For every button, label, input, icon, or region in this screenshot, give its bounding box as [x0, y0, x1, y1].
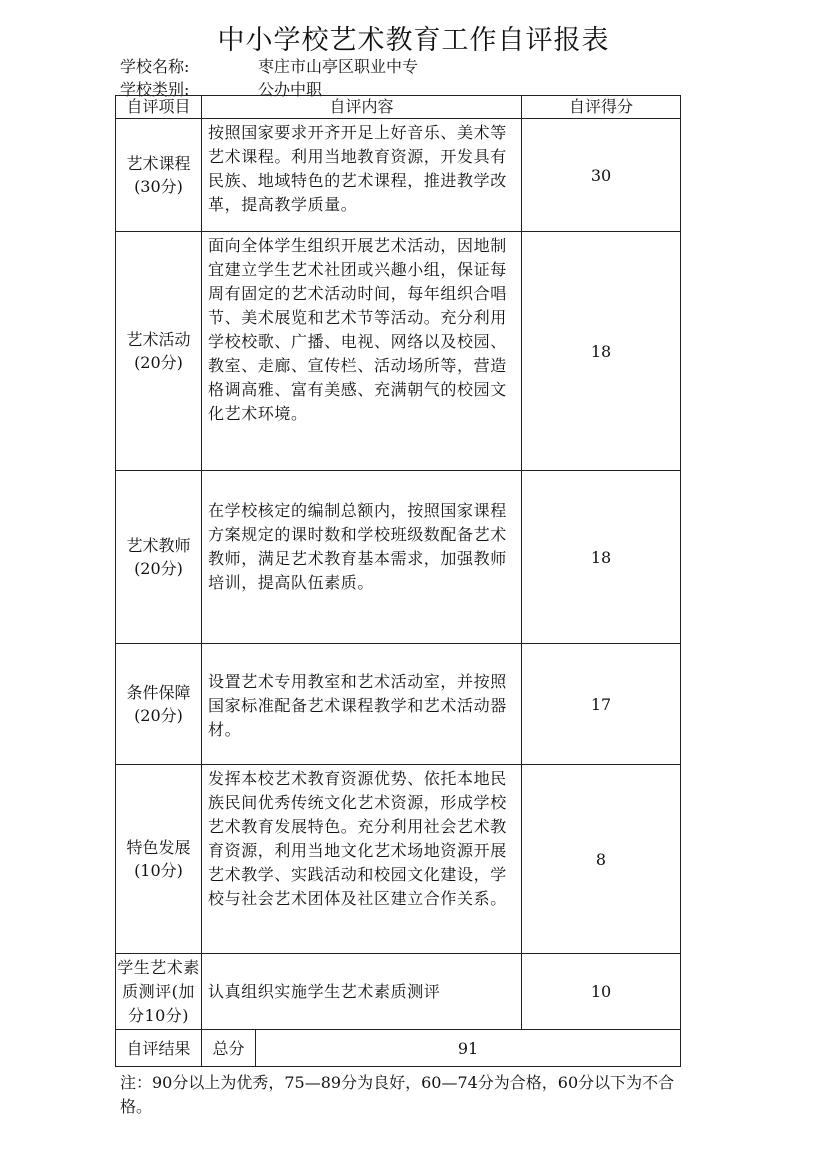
evaluation-table — [115, 95, 681, 1067]
row-item: 条件保障 (20分) — [116, 644, 202, 765]
table-row — [116, 954, 681, 1030]
footnote: 注：90分以上为优秀，75—89分为良好，60—74分为合格，60分以下为不合格。 — [120, 1073, 675, 1116]
table-header-row — [116, 96, 681, 119]
row-score: 8 — [522, 765, 681, 954]
school-type-label: 学校类别: — [120, 80, 190, 99]
result-label: 自评结果 — [116, 1030, 202, 1067]
row-content: 设置艺术专用教室和艺术活动室，并按照国家标准配备艺术课程教学和艺术活动器材。 — [202, 644, 522, 765]
row-item: 艺术教师 (20分) — [116, 471, 202, 644]
row-score: 17 — [522, 644, 681, 765]
row-item: 学生艺术素质测评(加分10分) — [116, 954, 202, 1030]
row-content: 面向全体学生组织开展艺术活动，因地制宜建立学生艺术社团或兴趣小组，保证每周有固定的艺术活动时间，每年组织合唱节、美术展览和艺术节等活动。充分利用学校校歌、广播、电视、网络以及校园、教室、走廊、宣传栏、活动场所等，营造格调高雅、富有美感、充满朝气的校园文化艺术环境。 — [202, 232, 522, 471]
table-row — [116, 644, 681, 765]
row-content: 认真组织实施学生艺术素质测评 — [202, 954, 522, 1030]
table-row — [116, 765, 681, 954]
row-content: 在学校核定的编制总额内，按照国家课程方案规定的课时数和学校班级数配备艺术教师，满足艺术教育基本需求，加强教师培训，提高队伍素质。 — [202, 471, 522, 644]
header-item: 自评项目 — [116, 96, 202, 119]
school-name-label: 学校名称: — [120, 57, 190, 76]
page-title: 中小学校艺术教育工作自评报表 — [217, 25, 610, 56]
row-score: 10 — [522, 954, 681, 1030]
header-score: 自评得分 — [522, 96, 681, 119]
row-score: 18 — [522, 232, 681, 471]
total-label: 总分 — [202, 1030, 256, 1067]
school-name-line — [120, 54, 418, 77]
row-score: 18 — [522, 471, 681, 644]
result-row — [116, 1030, 681, 1067]
school-type-value: 公办中职 — [258, 80, 323, 99]
row-content: 发挥本校艺术教育资源优势、依托本地民族民间优秀传统文化艺术资源，形成学校艺术教育发展特色。充分利用社会艺术教育资源，利用当地文化艺术场地资源开展艺术教学、实践活动和校园文化建设，学校与社会艺术团体及社区建立合作关系。 — [202, 765, 522, 954]
table-row — [116, 232, 681, 471]
row-content: 按照国家要求开齐开足上好音乐、美术等艺术课程。利用当地教育资源，开发具有民族、地域特色的艺术课程，推进教学改革，提高教学质量。 — [202, 119, 522, 232]
total-score: 91 — [256, 1030, 681, 1067]
school-name-value: 枣庄市山亭区职业中专 — [258, 57, 419, 76]
table-row — [116, 119, 681, 232]
row-score: 30 — [522, 119, 681, 232]
table-row — [116, 471, 681, 644]
header-content: 自评内容 — [202, 96, 522, 119]
row-item: 艺术活动 (20分) — [116, 232, 202, 471]
row-item: 特色发展 (10分) — [116, 765, 202, 954]
row-item: 艺术课程 (30分) — [116, 119, 202, 232]
